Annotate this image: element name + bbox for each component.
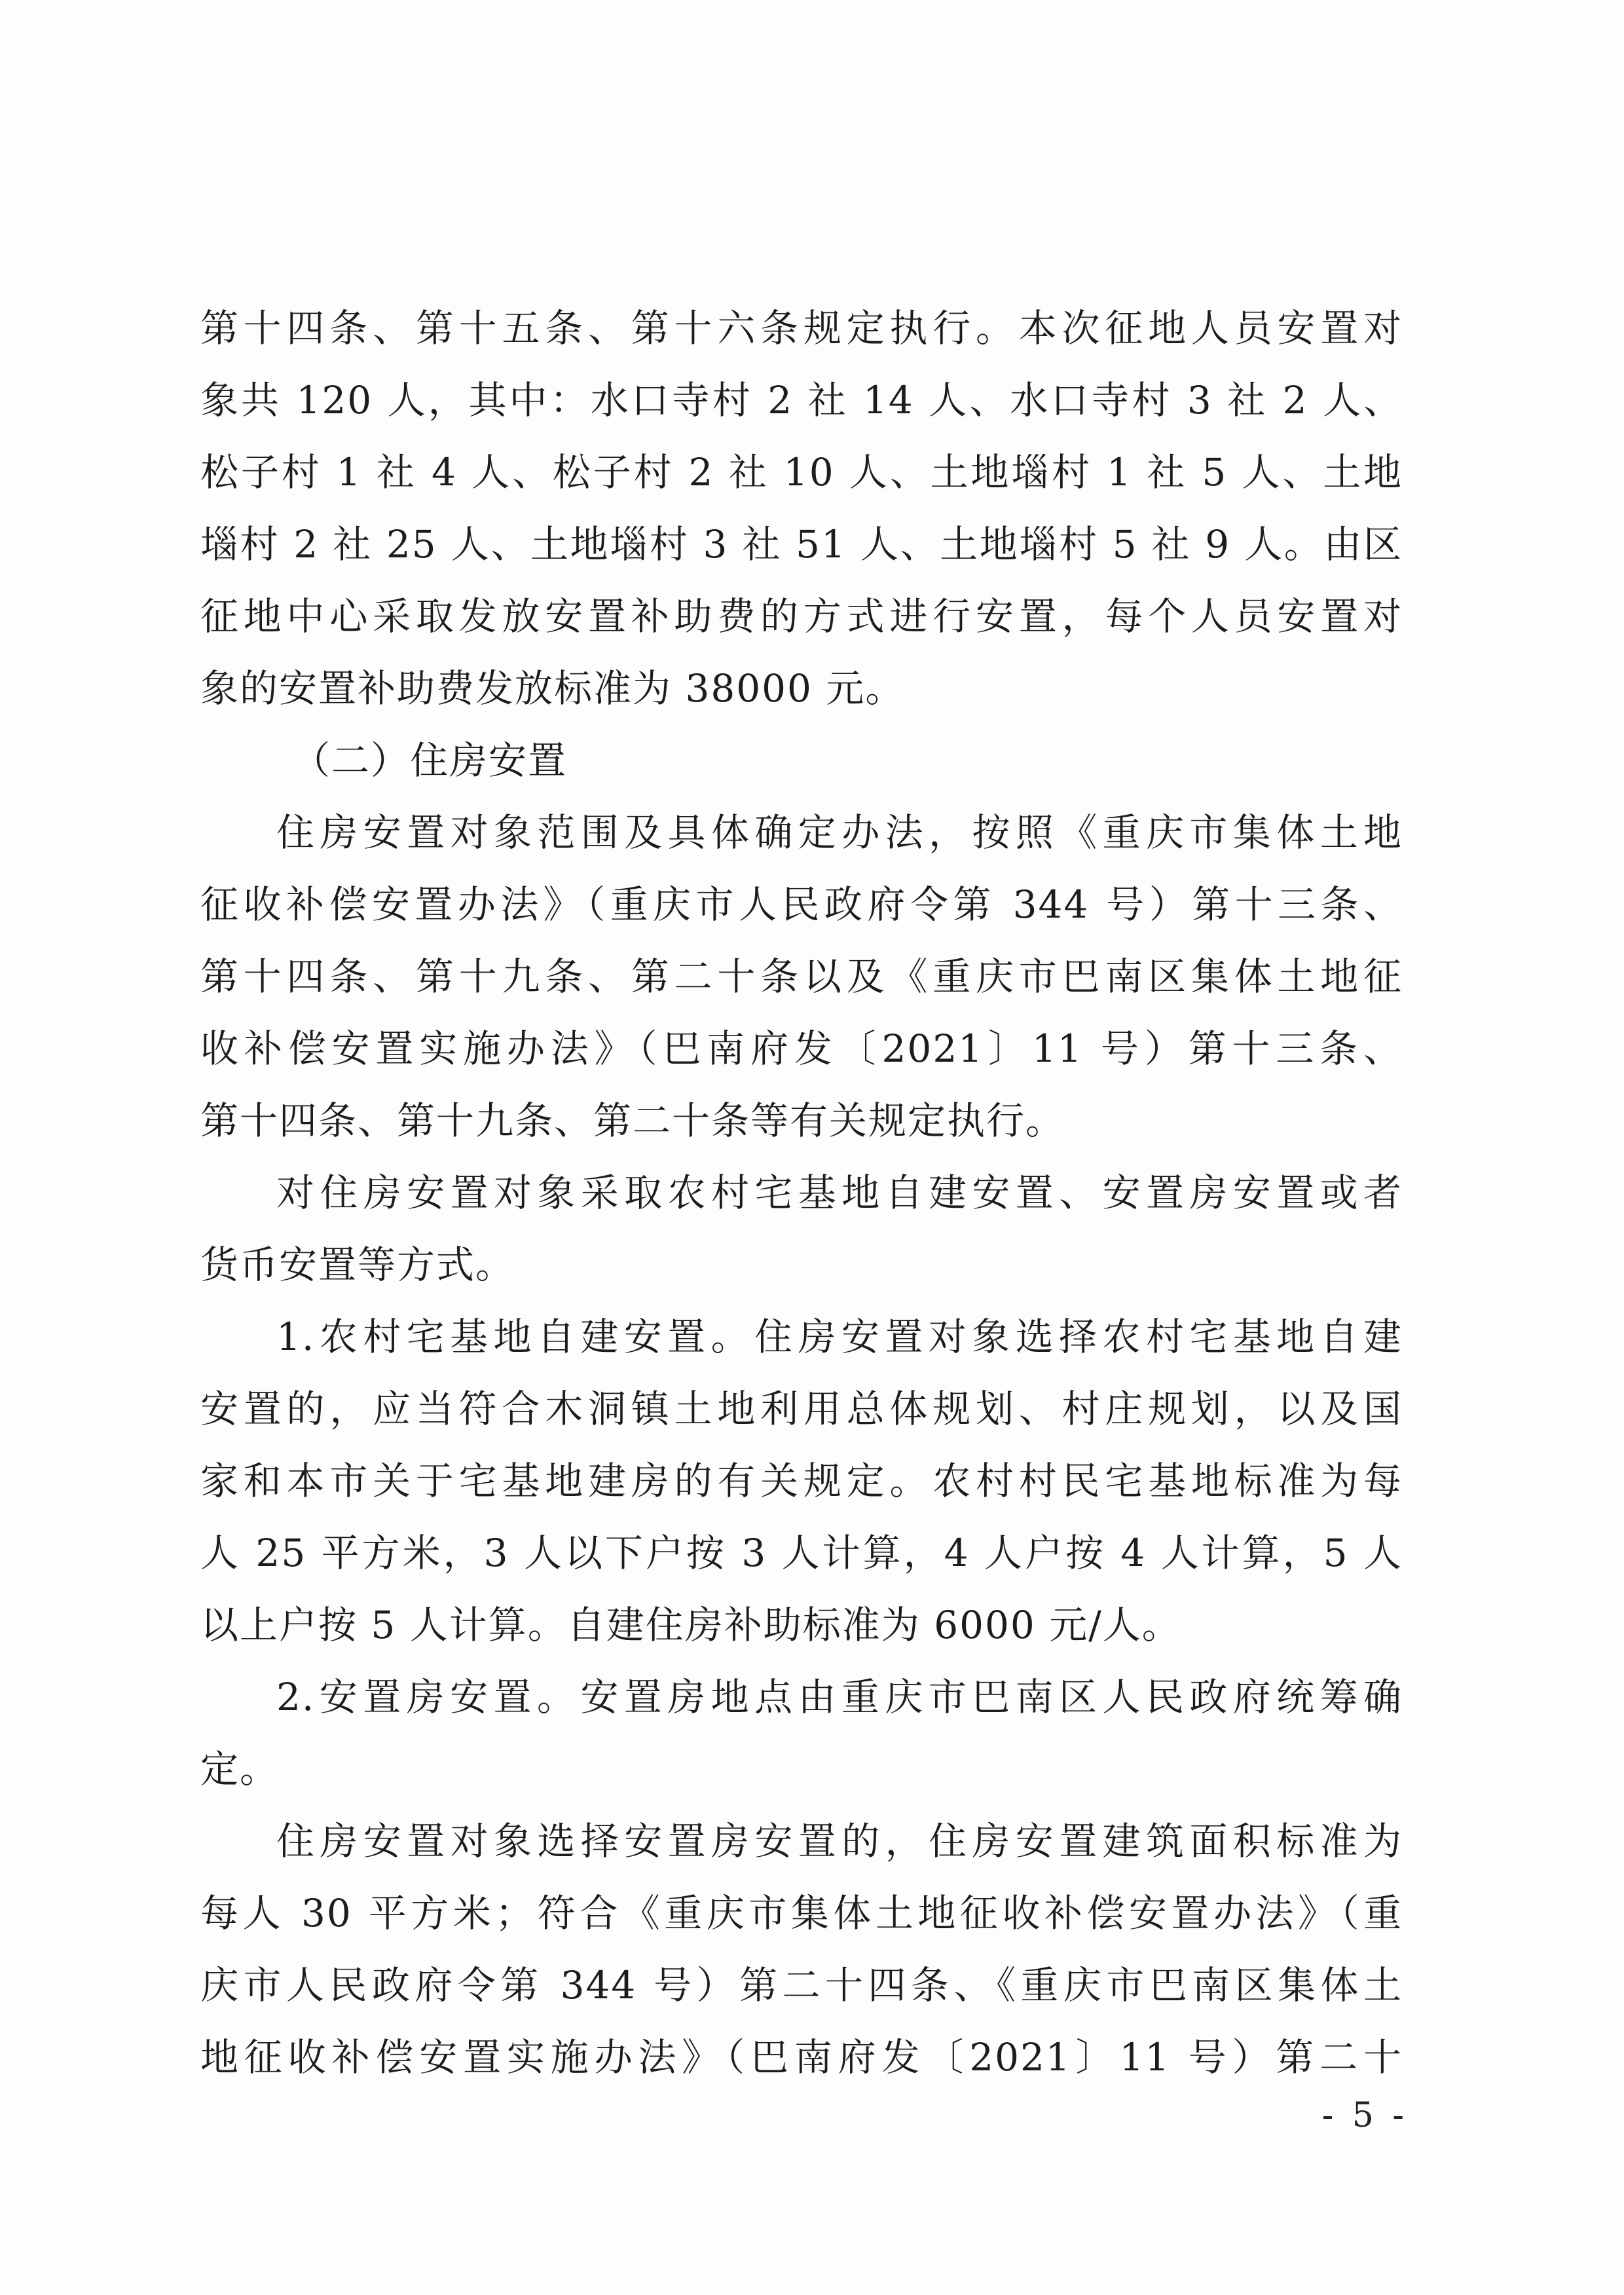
- text-line: 定。: [200, 1747, 280, 1791]
- text-line: 收补偿安置实施办法》（巴南府发〔2021〕11 号）第十三条、: [200, 1026, 1403, 1071]
- text-line: 第十四条、第十九条、第二十条等有关规定执行。: [200, 1098, 1065, 1143]
- section-heading: （二）住房安置: [292, 738, 568, 783]
- text-line: 庆市人民政府令第 344 号）第二十四条、《重庆市巴南区集体土: [200, 1963, 1403, 2007]
- page-number: - 5 -: [1321, 2096, 1408, 2135]
- text-line: 安置的，应当符合木洞镇土地利用总体规划、村庄规划，以及国: [200, 1387, 1403, 1431]
- text-line: 家和本市关于宅基地建房的有关规定。农村村民宅基地标准为每: [200, 1459, 1403, 1503]
- text-line: 人 25 平方米，3 人以下户按 3 人计算，4 人户按 4 人计算，5 人: [200, 1531, 1403, 1575]
- text-line: 第十四条、第十九条、第二十条以及《重庆市巴南区集体土地征: [200, 954, 1403, 999]
- text-line: 第十四条、第十五条、第十六条规定执行。本次征地人员安置对: [200, 306, 1403, 350]
- text-line: 货币安置等方式。: [200, 1242, 515, 1287]
- text-line: 象共 120 人，其中：水口寺村 2 社 14 人、水口寺村 3 社 2 人、: [200, 378, 1403, 422]
- body-text: [200, 292, 1403, 2093]
- text-line: 1.农村宅基地自建安置。住房安置对象选择农村宅基地自建: [276, 1315, 1403, 1359]
- text-line: 松子村 1 社 4 人、松子村 2 社 10 人、土地堖村 1 社 5 人、土地: [200, 450, 1403, 494]
- text-line: 以上户按 5 人计算。自建住房补助标准为 6000 元/人。: [200, 1603, 1181, 1647]
- text-line: 住房安置对象范围及具体确定办法，按照《重庆市集体土地: [276, 810, 1403, 855]
- text-line: 象的安置补助费发放标准为 38000 元。: [200, 666, 905, 711]
- text-line: 2.安置房安置。安置房地点由重庆市巴南区人民政府统筹确: [276, 1675, 1403, 1719]
- text-line: 征收补偿安置办法》（重庆市人民政府令第 344 号）第十三条、: [200, 882, 1403, 927]
- text-line: 征地中心采取发放安置补助费的方式进行安置，每个人员安置对: [200, 594, 1403, 639]
- text-line: 住房安置对象选择安置房安置的，住房安置建筑面积标准为: [276, 1819, 1403, 1863]
- text-line: 每人 30 平方米；符合《重庆市集体土地征收补偿安置办法》（重: [200, 1891, 1403, 1935]
- text-line: 地征收补偿安置实施办法》（巴南府发〔2021〕11 号）第二十: [200, 2035, 1403, 2080]
- text-line: 堖村 2 社 25 人、土地堖村 3 社 51 人、土地堖村 5 社 9 人。由区: [200, 522, 1403, 567]
- text-line: 对住房安置对象采取农村宅基地自建安置、安置房安置或者: [276, 1170, 1403, 1215]
